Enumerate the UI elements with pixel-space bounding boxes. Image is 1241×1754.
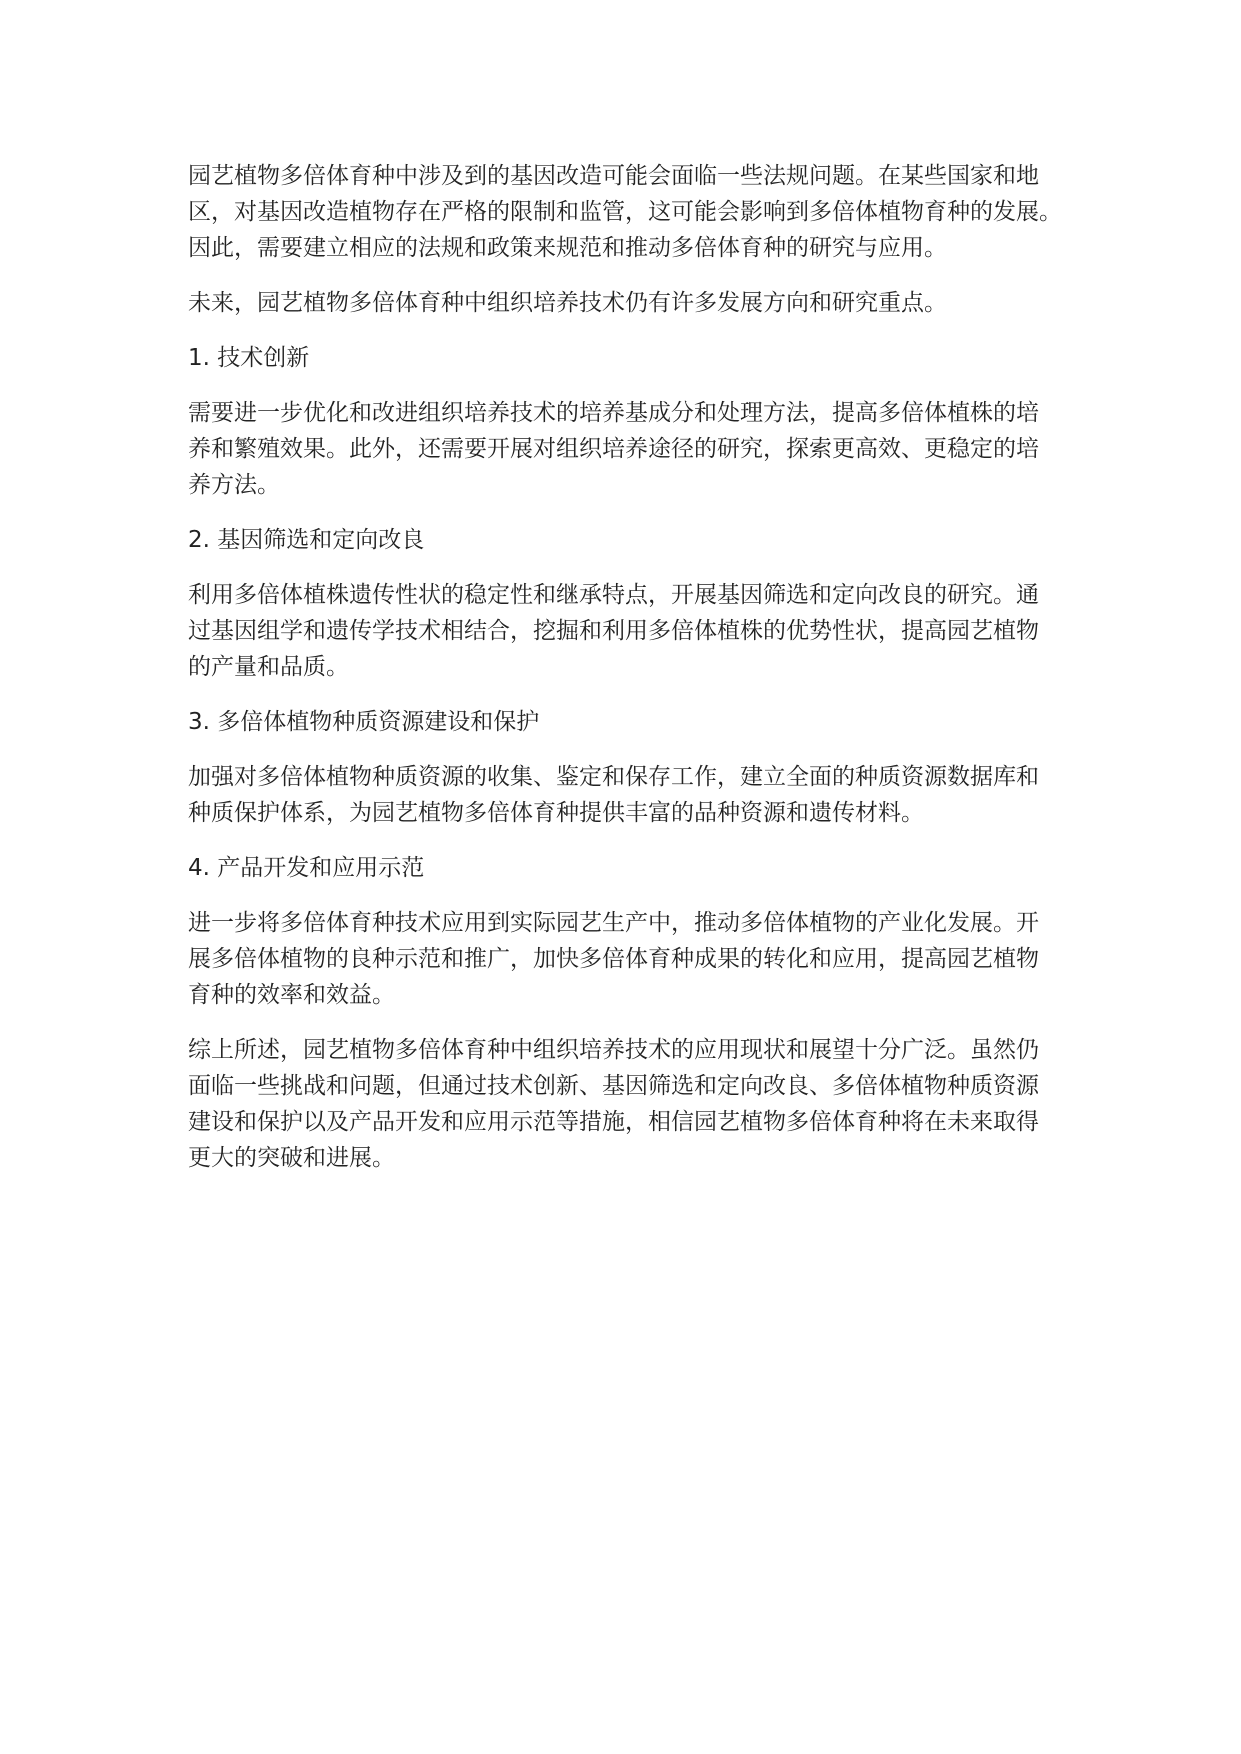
paragraph-line: 区，对基因改造植物存在严格的限制和监管，这可能会影响到多倍体植物育种的发展。 — [188, 199, 1062, 225]
paragraph-product-development — [188, 905, 1068, 1013]
section-heading-2: 2. 基因筛选和定向改良 — [188, 527, 425, 553]
paragraph-line: 的产量和品质。 — [188, 654, 349, 680]
paragraph-line: 园艺植物多倍体育种中涉及到的基因改造可能会面临一些法规问题。在某些国家和地 — [188, 163, 1039, 189]
paragraph-line: 面临一些挑战和问题，但通过技术创新、基因筛选和定向改良、多倍体植物种质资源 — [188, 1073, 1039, 1099]
section-heading-4: 4. 产品开发和应用示范 — [188, 855, 425, 881]
paragraph-line: 综上所述，园艺植物多倍体育种中组织培养技术的应用现状和展望十分广泛。虽然仍 — [188, 1037, 1039, 1063]
paragraph-line: 养方法。 — [188, 472, 280, 498]
paragraph-line: 种质保护体系，为园艺植物多倍体育种提供丰富的品种资源和遗传材料。 — [188, 800, 924, 826]
paragraph-line: 加强对多倍体植物种质资源的收集、鉴定和保存工作，建立全面的种质资源数据库和 — [188, 764, 1039, 790]
section-heading-1: 1. 技术创新 — [188, 345, 310, 371]
paragraph-line: 未来，园艺植物多倍体育种中组织培养技术仍有许多发展方向和研究重点。 — [188, 290, 947, 316]
paragraph-germplasm — [188, 759, 1068, 831]
section-heading-3: 3. 多倍体植物种质资源建设和保护 — [188, 709, 540, 735]
paragraph-future-intro — [188, 285, 1068, 321]
paragraph-line: 因此，需要建立相应的法规和政策来规范和推动多倍体育种的研究与应用。 — [188, 235, 947, 261]
paragraph-line: 展多倍体植物的良种示范和推广，加快多倍体育种成果的转化和应用，提高园艺植物 — [188, 946, 1039, 972]
paragraph-line: 利用多倍体植株遗传性状的稳定性和继承特点，开展基因筛选和定向改良的研究。通 — [188, 582, 1039, 608]
paragraph-regulation — [188, 158, 1068, 266]
paragraph-line: 进一步将多倍体育种技术应用到实际园艺生产中，推动多倍体植物的产业化发展。开 — [188, 910, 1039, 936]
paragraph-line: 过基因组学和遗传学技术相结合，挖掘和利用多倍体植株的优势性状，提高园艺植物 — [188, 618, 1039, 644]
document-body — [188, 158, 1068, 1195]
paragraph-tech-innovation — [188, 395, 1068, 503]
paragraph-conclusion — [188, 1032, 1068, 1176]
paragraph-line: 需要进一步优化和改进组织培养技术的培养基成分和处理方法，提高多倍体植株的培 — [188, 400, 1039, 426]
paragraph-line: 养和繁殖效果。此外，还需要开展对组织培养途径的研究，探索更高效、更稳定的培 — [188, 436, 1039, 462]
paragraph-gene-screening — [188, 577, 1068, 685]
paragraph-line: 更大的突破和进展。 — [188, 1145, 395, 1171]
paragraph-line: 育种的效率和效益。 — [188, 982, 395, 1008]
paragraph-line: 建设和保护以及产品开发和应用示范等措施，相信园艺植物多倍体育种将在未来取得 — [188, 1109, 1039, 1135]
